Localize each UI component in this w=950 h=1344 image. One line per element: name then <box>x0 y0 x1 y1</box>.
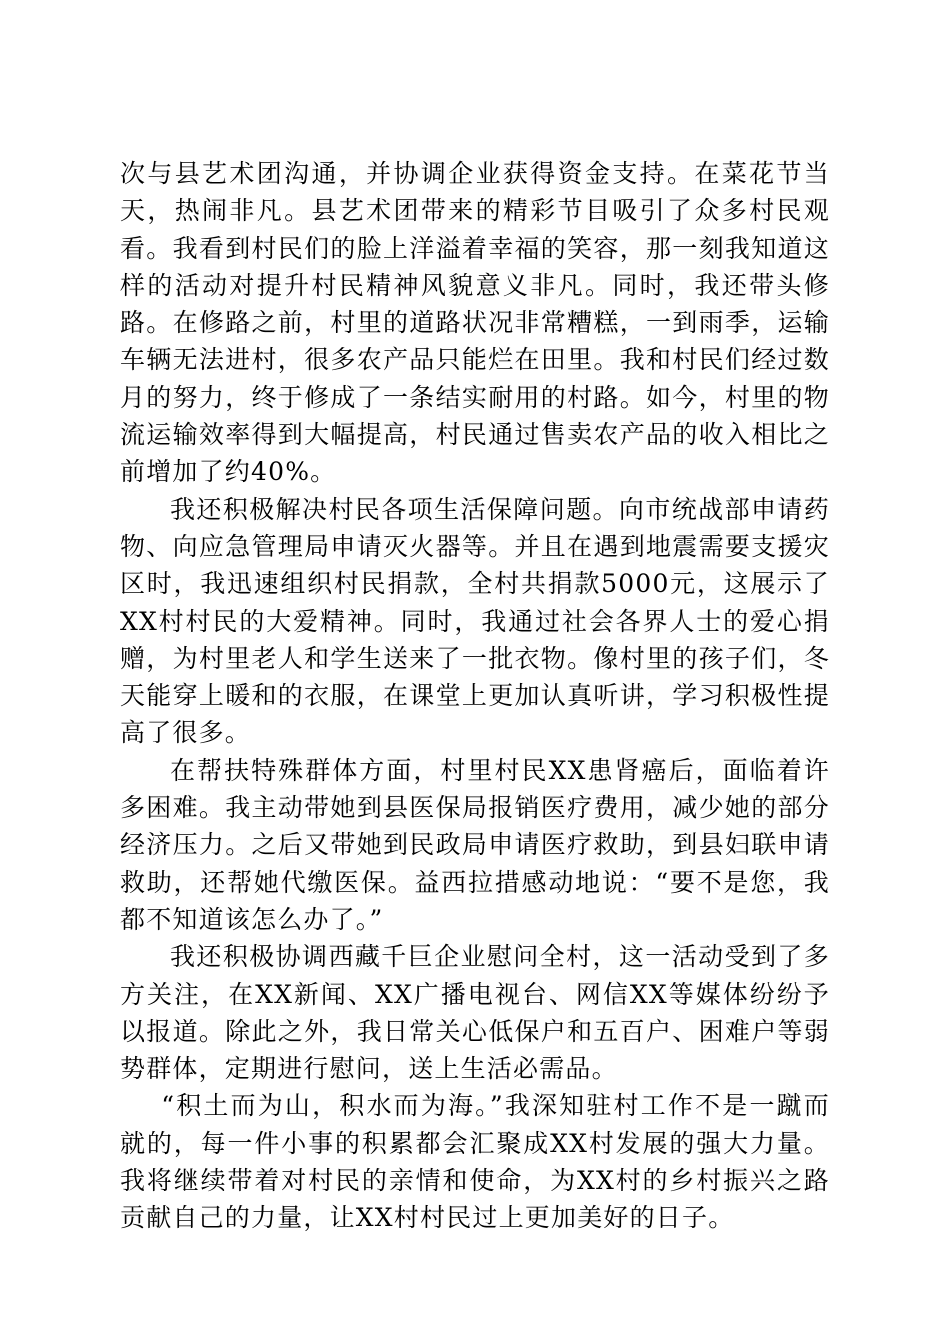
paragraph-4: 我还积极协调西藏千巨企业慰问全村，这一活动受到了多方关注，在XX新闻、XX广播电视台、网信XX等媒体纷纷予以报道。除此之外，我日常关心低保户和五百户、困难户等弱势群体，定期进行慰问，送上生活必需品。 <box>120 942 830 1084</box>
paragraph-1: 次与县艺术团沟通，并协调企业获得资金支持。在菜花节当天，热闹非凡。县艺术团带来的精彩节目吸引了众多村民观看。我看到村民们的脸上洋溢着幸福的笑容，那一刻我知道这样的活动对提升村民精神风貌意义非凡。同时，我还带头修路。在修路之前，村里的道路状况非常糟糕，一到雨季，运输车辆无法进村，很多农产品只能烂在田里。我和村民们经过数月的努力，终于修成了一条结实耐用的村路。如今，村里的物流运输效率得到大幅提高，村民通过售卖农产品的收入相比之前增加了约40%。 <box>120 159 830 487</box>
paragraph-2: 我还积极解决村民各项生活保障问题。向市统战部申请药物、向应急管理局申请灭火器等。并且在遇到地震需要支援灾区时，我迅速组织村民捐款，全村共捐款5000元，这展示了XX村村民的大爱精神。同时，我通过社会各界人士的爱心捐赠，为村里老人和学生送来了一批衣物。像村里的孩子们，冬天能穿上暖和的衣服，在课堂上更加认真听讲，学习积极性提高了很多。 <box>120 494 830 748</box>
paragraph-3: 在帮扶特殊群体方面，村里村民XX患肾癌后，面临着许多困难。我主动带她到县医保局报销医疗费用，减少她的部分经济压力。之后又带她到民政局申请医疗救助，到县妇联申请救助，还帮她代缴医保。益西拉措感动地说：“要不是您，我都不知道该怎么办了。” <box>120 755 830 934</box>
paragraph-5: “积土而为山，积水而为海。”我深知驻村工作不是一蹴而就的，每一件小事的积累都会汇聚成XX村发展的强大力量。我将继续带着对村民的亲情和使命，为XX村的乡村振兴之路贡献自己的力量，让XX村村民过上更加美好的日子。 <box>120 1091 830 1233</box>
document-body <box>120 155 830 1237</box>
